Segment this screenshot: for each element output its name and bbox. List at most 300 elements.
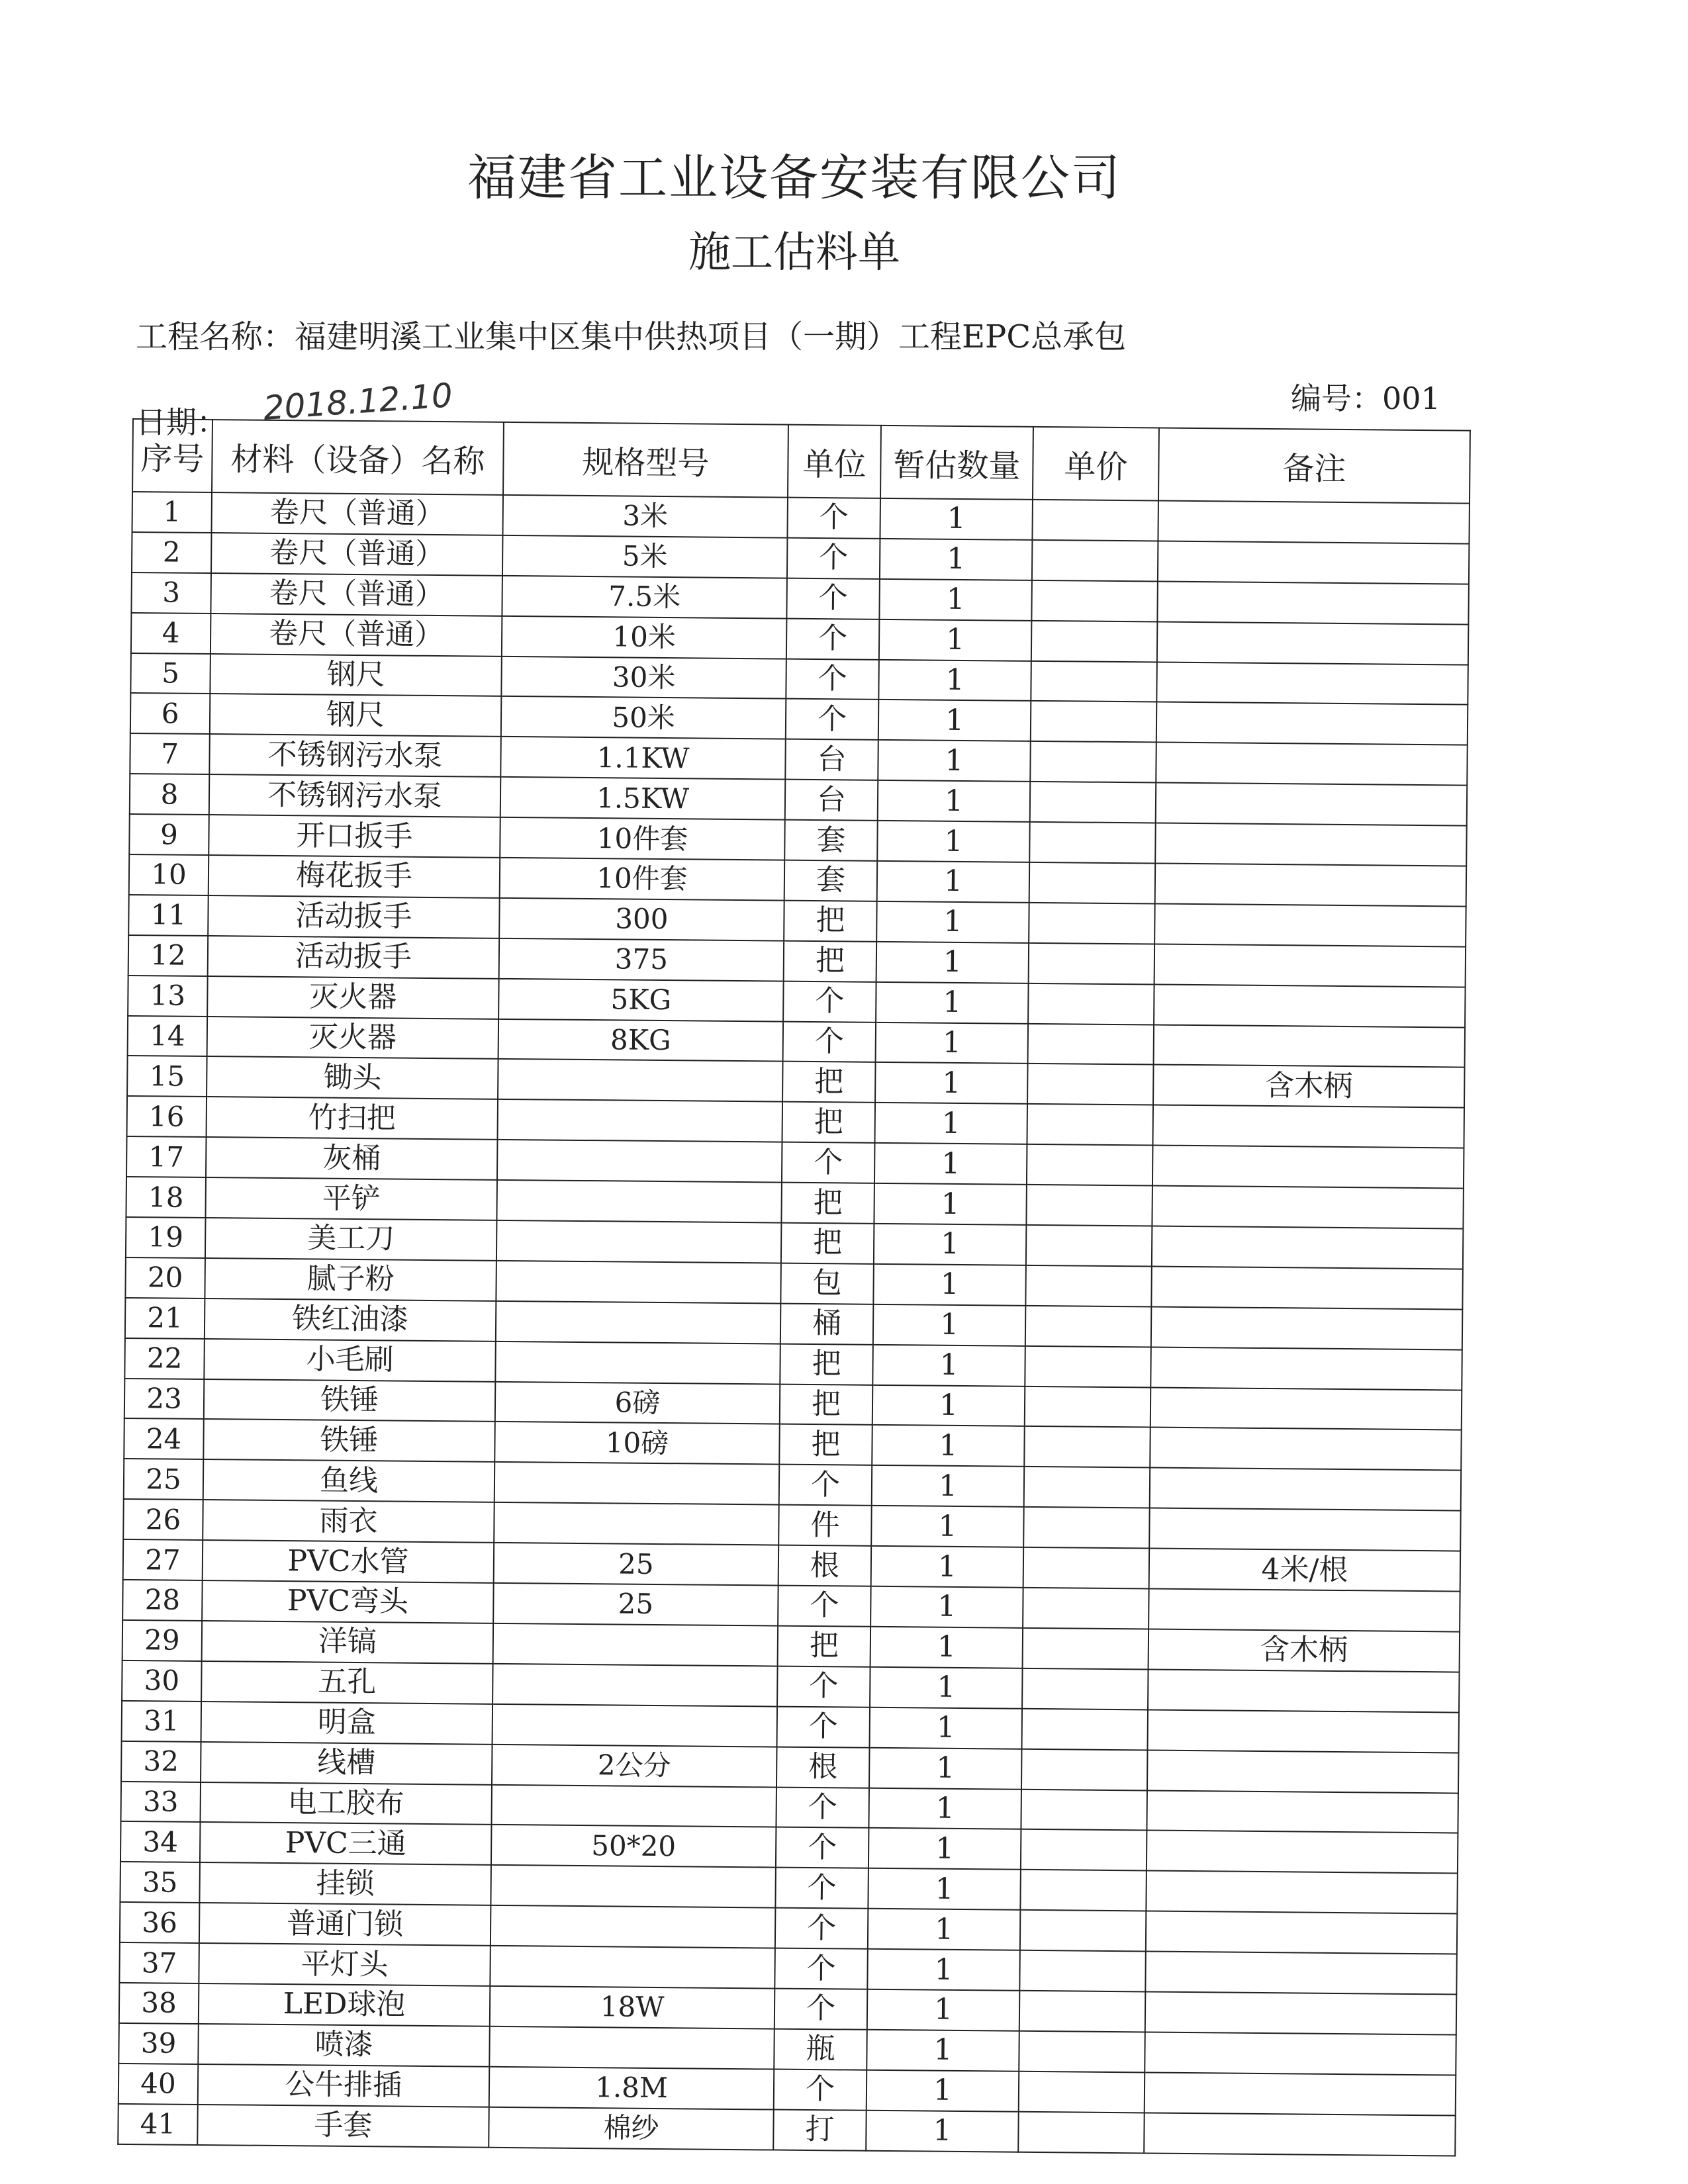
cell-spec <box>490 1946 775 1989</box>
cell-no: 27 <box>123 1539 203 1580</box>
cell-note <box>1146 1871 1458 1914</box>
cell-note <box>1156 743 1468 786</box>
cell-qty: 1 <box>872 1345 1025 1387</box>
cell-price <box>1019 1991 1146 2032</box>
cell-qty: 1 <box>873 1264 1026 1306</box>
cell-unit: 个 <box>774 1989 868 2030</box>
cell-price <box>1030 741 1156 783</box>
cell-note <box>1155 823 1467 866</box>
cell-no: 1 <box>132 492 212 533</box>
cell-spec: 棉纱 <box>489 2107 774 2150</box>
cell-no: 4 <box>131 613 211 654</box>
cell-spec: 2公分 <box>492 1744 777 1787</box>
cell-name: 钢尺 <box>210 654 502 697</box>
cell-no: 14 <box>128 1016 208 1057</box>
cell-unit: 个 <box>783 981 876 1022</box>
cell-note <box>1156 783 1468 826</box>
cell-unit: 个 <box>776 1787 869 1828</box>
cell-name: 活动扳手 <box>208 936 500 979</box>
cell-unit: 个 <box>779 1465 872 1506</box>
cell-price <box>1028 983 1154 1025</box>
cell-qty: 1 <box>878 740 1031 782</box>
cell-note <box>1154 984 1466 1027</box>
col-header-qty: 暂估数量 <box>880 426 1033 500</box>
col-header-no: 序号 <box>132 419 212 492</box>
cell-price <box>1029 862 1156 904</box>
cell-spec: 6磅 <box>495 1381 780 1424</box>
cell-unit: 把 <box>782 1102 875 1143</box>
cell-qty: 1 <box>869 1747 1022 1789</box>
cell-qty: 1 <box>868 1868 1021 1910</box>
cell-name: 公牛排插 <box>198 2064 490 2107</box>
cell-no: 39 <box>118 2023 199 2064</box>
cell-name: 铁红油漆 <box>205 1298 496 1342</box>
cell-price <box>1030 782 1156 823</box>
cell-price <box>1025 1386 1151 1428</box>
cell-qty: 1 <box>867 1989 1020 2031</box>
cell-qty: 1 <box>870 1707 1023 1749</box>
cell-note <box>1156 702 1468 745</box>
cell-price <box>1023 1547 1150 1589</box>
cell-price <box>1031 660 1157 702</box>
cell-no: 19 <box>126 1217 206 1258</box>
table-header-row <box>132 419 1470 504</box>
cell-spec <box>492 1704 778 1747</box>
cell-name: 灭火器 <box>207 976 499 1019</box>
cell-no: 18 <box>126 1177 206 1218</box>
cell-spec: 10米 <box>502 616 787 659</box>
material-sheet <box>117 418 1470 2156</box>
cell-name: 腻子粉 <box>205 1258 496 1301</box>
cell-no: 37 <box>119 1942 199 1983</box>
cell-unit: 把 <box>781 1183 874 1224</box>
cell-price <box>1032 540 1158 582</box>
project-name: 福建明溪工业集中区集中供热项目（一期）工程EPC总承包 <box>295 318 1127 355</box>
cell-no: 10 <box>129 854 209 895</box>
cell-unit: 根 <box>778 1545 872 1586</box>
cell-qty: 1 <box>876 942 1029 983</box>
col-header-name: 材料（设备）名称 <box>212 420 504 495</box>
serial-label: 编号： <box>1291 381 1382 416</box>
cell-name: 开口扳手 <box>209 815 500 858</box>
cell-no: 13 <box>128 976 208 1017</box>
cell-note <box>1149 1508 1461 1551</box>
cell-no: 33 <box>120 1781 201 1822</box>
cell-note <box>1157 581 1469 624</box>
cell-spec <box>498 1099 783 1142</box>
cell-qty: 1 <box>867 2070 1019 2112</box>
cell-note <box>1157 621 1469 664</box>
cell-unit: 个 <box>786 618 880 659</box>
cell-price <box>1018 2111 1145 2153</box>
cell-price <box>1028 1023 1154 1065</box>
cell-qty: 1 <box>874 1183 1027 1225</box>
cell-qty: 1 <box>880 539 1033 580</box>
cell-note <box>1145 1952 1457 1995</box>
cell-spec <box>495 1342 780 1385</box>
cell-price <box>1020 1910 1147 1952</box>
cell-qty: 1 <box>875 1062 1028 1104</box>
cell-price <box>1021 1749 1148 1790</box>
cell-note <box>1152 1186 1464 1229</box>
cell-note <box>1150 1428 1462 1471</box>
cell-qty: 1 <box>871 1546 1024 1588</box>
cell-qty: 1 <box>871 1506 1024 1547</box>
project-label: 工程名称： <box>136 318 295 355</box>
cell-spec <box>494 1502 779 1545</box>
cell-price <box>1027 1064 1154 1105</box>
cell-unit: 台 <box>785 780 878 821</box>
cell-name: 明盒 <box>201 1702 493 1745</box>
cell-note <box>1150 1347 1462 1390</box>
cell-qty: 1 <box>872 1385 1025 1426</box>
cell-qty: 1 <box>878 780 1031 822</box>
col-header-spec: 规格型号 <box>503 422 788 498</box>
cell-note: 含木柄 <box>1153 1065 1465 1108</box>
cell-spec: 10件套 <box>500 858 785 901</box>
cell-no: 5 <box>130 653 211 694</box>
cell-spec <box>497 1140 782 1183</box>
cell-name: 五孔 <box>201 1661 493 1704</box>
cell-note <box>1145 2032 1456 2075</box>
cell-no: 29 <box>122 1620 203 1661</box>
cell-unit: 个 <box>774 2069 867 2110</box>
cell-unit: 台 <box>785 739 878 780</box>
cell-spec <box>494 1462 780 1505</box>
cell-unit: 个 <box>786 578 880 619</box>
cell-name: PVC三通 <box>200 1822 492 1865</box>
cell-name: 灭火器 <box>207 1017 499 1060</box>
cell-price <box>1019 2031 1145 2073</box>
cell-qty: 1 <box>880 498 1033 540</box>
cell-no: 9 <box>129 814 209 855</box>
cell-unit: 个 <box>774 1948 868 1989</box>
cell-name: 电工胶布 <box>200 1782 492 1825</box>
cell-price <box>1023 1628 1149 1670</box>
serial-value: 001 <box>1382 381 1440 416</box>
cell-no: 7 <box>130 733 210 774</box>
cell-unit: 个 <box>787 538 880 579</box>
cell-unit: 把 <box>784 901 877 942</box>
cell-unit: 套 <box>784 820 878 861</box>
cell-price <box>1025 1265 1152 1307</box>
cell-no: 25 <box>124 1459 204 1500</box>
cell-spec: 10磅 <box>494 1422 780 1465</box>
cell-name: PVC弯头 <box>202 1580 494 1623</box>
cell-price <box>1032 500 1158 541</box>
cell-unit: 把 <box>778 1626 871 1667</box>
cell-price <box>1026 1225 1152 1267</box>
cell-qty: 1 <box>870 1586 1023 1628</box>
cell-price <box>1024 1467 1150 1508</box>
cell-note: 含木柄 <box>1149 1629 1460 1672</box>
cell-qty: 1 <box>870 1667 1023 1709</box>
cell-price <box>1029 903 1155 944</box>
cell-price <box>1021 1789 1147 1831</box>
cell-qty: 1 <box>878 700 1031 741</box>
cell-qty: 1 <box>879 619 1032 661</box>
cell-spec: 30米 <box>501 656 786 699</box>
cell-spec: 7.5米 <box>502 576 787 619</box>
serial-number <box>1291 375 1440 418</box>
cell-unit: 件 <box>778 1505 872 1546</box>
cell-qty: 1 <box>878 659 1031 701</box>
cell-note <box>1151 1266 1463 1309</box>
cell-name: 洋镐 <box>202 1621 494 1664</box>
cell-spec <box>493 1623 778 1666</box>
cell-price <box>1019 2071 1145 2113</box>
cell-note <box>1149 1589 1460 1632</box>
cell-no: 2 <box>132 532 212 573</box>
cell-name: 手套 <box>197 2105 489 2148</box>
cell-spec: 375 <box>499 938 784 981</box>
cell-spec: 50米 <box>501 696 786 739</box>
cell-no: 17 <box>126 1136 207 1177</box>
cell-note <box>1156 662 1468 705</box>
cell-price <box>1029 943 1155 985</box>
cell-name: 小毛刷 <box>204 1339 496 1382</box>
cell-price <box>1019 1950 1146 1992</box>
cell-no: 28 <box>122 1580 203 1621</box>
cell-spec: 1.1KW <box>500 737 786 780</box>
cell-qty: 1 <box>879 579 1032 621</box>
cell-qty: 1 <box>876 982 1029 1024</box>
cell-spec <box>496 1180 782 1223</box>
cell-unit: 个 <box>778 1586 871 1627</box>
cell-note <box>1158 501 1470 544</box>
col-header-unit: 单位 <box>788 425 881 498</box>
cell-note <box>1145 2072 1456 2115</box>
cell-spec: 1.5KW <box>500 777 786 820</box>
cell-spec: 5KG <box>498 979 784 1022</box>
cell-price <box>1029 822 1156 864</box>
cell-no: 38 <box>119 1983 199 2024</box>
cell-qty: 1 <box>867 2030 1019 2071</box>
form-title: 施工估料单 <box>688 228 900 277</box>
cell-qty: 1 <box>874 1103 1027 1144</box>
cell-qty: 1 <box>867 1949 1020 1991</box>
cell-unit: 把 <box>780 1384 873 1425</box>
cell-spec <box>489 2026 774 2070</box>
cell-spec <box>492 1664 778 1707</box>
cell-price <box>1025 1306 1152 1347</box>
cell-price <box>1031 621 1158 662</box>
cell-price <box>1023 1507 1150 1549</box>
cell-spec: 5米 <box>502 535 788 578</box>
cell-name: 卷尺（普通） <box>211 492 503 535</box>
cell-name: 灰桶 <box>206 1137 498 1180</box>
cell-unit: 个 <box>775 1908 868 1949</box>
cell-qty: 1 <box>874 1143 1027 1185</box>
cell-unit: 个 <box>776 1827 869 1868</box>
cell-name: 线槽 <box>201 1742 492 1785</box>
cell-unit: 个 <box>783 1021 876 1062</box>
cell-spec: 3米 <box>502 495 788 538</box>
cell-no: 22 <box>124 1338 205 1379</box>
cell-qty: 1 <box>868 1828 1021 1870</box>
cell-price <box>1022 1709 1149 1751</box>
cell-name: 卷尺（普通） <box>211 533 503 576</box>
cell-unit: 把 <box>779 1424 872 1465</box>
cell-unit: 个 <box>787 498 880 539</box>
cell-unit: 瓶 <box>774 2028 867 2070</box>
cell-name: 喷漆 <box>198 2024 490 2067</box>
cell-no: 36 <box>120 1902 200 1943</box>
cell-price <box>1020 1870 1147 1911</box>
cell-no: 32 <box>121 1741 201 1782</box>
cell-note <box>1146 1911 1458 1954</box>
cell-price <box>1025 1346 1151 1388</box>
date-label: 日期： <box>136 404 227 440</box>
cell-unit: 包 <box>780 1263 874 1304</box>
cell-name: 梅花扳手 <box>209 855 500 898</box>
cell-qty: 1 <box>876 1022 1029 1064</box>
cell-qty: 1 <box>872 1465 1025 1507</box>
cell-spec <box>491 1784 776 1827</box>
cell-no: 15 <box>127 1056 207 1097</box>
cell-note <box>1155 864 1467 907</box>
cell-name: 卷尺（普通） <box>211 614 502 657</box>
cell-qty: 1 <box>873 1304 1026 1346</box>
cell-price <box>1023 1588 1149 1629</box>
cell-spec: 1.8M <box>489 2067 774 2110</box>
cell-no: 3 <box>131 572 211 614</box>
cell-name: PVC水管 <box>203 1540 494 1583</box>
cell-qty: 1 <box>872 1425 1025 1467</box>
cell-note <box>1154 1024 1466 1068</box>
cell-note <box>1148 1709 1460 1752</box>
cell-no: 20 <box>125 1257 205 1298</box>
cell-qty: 1 <box>877 861 1030 903</box>
cell-unit: 把 <box>781 1223 874 1264</box>
cell-unit: 个 <box>777 1706 870 1747</box>
cell-price <box>1031 580 1158 622</box>
cell-price <box>1022 1668 1149 1710</box>
cell-unit: 个 <box>786 659 879 700</box>
cell-name: 普通门锁 <box>199 1903 491 1946</box>
cell-price <box>1031 701 1157 743</box>
cell-name: 平灯头 <box>199 1943 491 1986</box>
cell-name: 不锈钢污水泵 <box>209 734 501 777</box>
cell-note <box>1158 541 1470 584</box>
col-header-price: 单价 <box>1033 427 1159 501</box>
cell-note <box>1147 1790 1458 1833</box>
cell-no: 21 <box>125 1298 205 1339</box>
cell-spec <box>491 1905 776 1948</box>
cell-no: 8 <box>130 774 210 815</box>
cell-qty: 1 <box>870 1627 1023 1668</box>
cell-spec: 10件套 <box>500 817 785 860</box>
cell-note <box>1152 1105 1464 1148</box>
cell-spec <box>491 1865 776 1908</box>
date-value-handwritten: 2018.12.10 <box>261 376 454 428</box>
cell-name: 铁锤 <box>203 1419 495 1462</box>
cell-price <box>1021 1829 1147 1871</box>
cell-unit: 个 <box>777 1666 870 1707</box>
material-table <box>117 418 1471 2156</box>
cell-spec: 18W <box>490 1986 775 2029</box>
cell-qty: 1 <box>874 1224 1027 1265</box>
cell-no: 12 <box>128 935 209 976</box>
cell-no: 41 <box>118 2104 198 2145</box>
cell-no: 23 <box>124 1379 205 1420</box>
cell-qty: 1 <box>877 821 1030 862</box>
cell-note <box>1152 1226 1464 1269</box>
cell-price <box>1024 1426 1150 1468</box>
cell-no: 6 <box>130 693 211 734</box>
cell-note <box>1151 1306 1463 1349</box>
cell-unit: 打 <box>773 2109 867 2150</box>
cell-spec <box>498 1059 783 1102</box>
cell-no: 11 <box>128 895 209 936</box>
cell-spec <box>496 1261 781 1304</box>
cell-name: 挂锁 <box>199 1862 491 1905</box>
cell-unit: 个 <box>782 1142 875 1183</box>
company-title: 福建省工业设备安装有限公司 <box>467 150 1121 206</box>
cell-note <box>1154 903 1466 946</box>
cell-name: LED球泡 <box>199 1983 491 2026</box>
cell-name: 平铲 <box>205 1177 497 1220</box>
cell-no: 40 <box>118 2064 199 2105</box>
cell-unit: 个 <box>786 699 879 740</box>
cell-spec <box>496 1301 781 1344</box>
cell-qty: 1 <box>868 1788 1021 1829</box>
cell-qty: 1 <box>868 1909 1021 1950</box>
cell-no: 26 <box>123 1499 203 1540</box>
cell-qty: 1 <box>866 2110 1019 2152</box>
cell-no: 24 <box>124 1418 204 1459</box>
cell-spec: 8KG <box>498 1019 784 1062</box>
cell-unit: 把 <box>780 1343 873 1385</box>
cell-note: 4米/根 <box>1149 1549 1461 1592</box>
project-line <box>136 311 1126 357</box>
cell-unit: 根 <box>776 1747 870 1788</box>
cell-name: 锄头 <box>207 1056 498 1099</box>
cell-name: 活动扳手 <box>208 895 500 938</box>
cell-spec: 50*20 <box>491 1825 776 1868</box>
cell-unit: 个 <box>775 1868 868 1909</box>
cell-spec: 25 <box>494 1543 779 1586</box>
cell-price <box>1027 1104 1153 1146</box>
cell-name: 铁锤 <box>204 1379 496 1422</box>
cell-qty: 1 <box>876 901 1029 943</box>
cell-unit: 把 <box>784 940 877 981</box>
cell-note <box>1148 1669 1460 1712</box>
cell-name: 竹扫把 <box>207 1097 498 1140</box>
cell-price <box>1027 1144 1153 1186</box>
cell-price <box>1026 1185 1152 1226</box>
table-body <box>118 492 1470 2156</box>
cell-name: 美工刀 <box>205 1218 497 1261</box>
cell-no: 16 <box>127 1096 207 1137</box>
cell-note <box>1154 944 1466 987</box>
cell-note <box>1145 1991 1457 2034</box>
cell-spec: 25 <box>493 1583 778 1626</box>
cell-unit: 把 <box>782 1062 876 1103</box>
cell-note <box>1147 1831 1458 1874</box>
col-header-note: 备注 <box>1158 428 1470 504</box>
cell-no: 30 <box>122 1661 202 1702</box>
cell-note <box>1150 1468 1462 1511</box>
cell-name: 不锈钢污水泵 <box>209 774 501 817</box>
cell-name: 鱼线 <box>203 1459 495 1502</box>
cell-spec: 300 <box>499 898 784 941</box>
cell-unit: 桶 <box>780 1303 874 1344</box>
cell-name: 卷尺（普通） <box>211 573 502 616</box>
cell-name: 雨衣 <box>203 1500 494 1543</box>
cell-name: 钢尺 <box>210 694 502 737</box>
cell-note <box>1144 2113 1456 2156</box>
